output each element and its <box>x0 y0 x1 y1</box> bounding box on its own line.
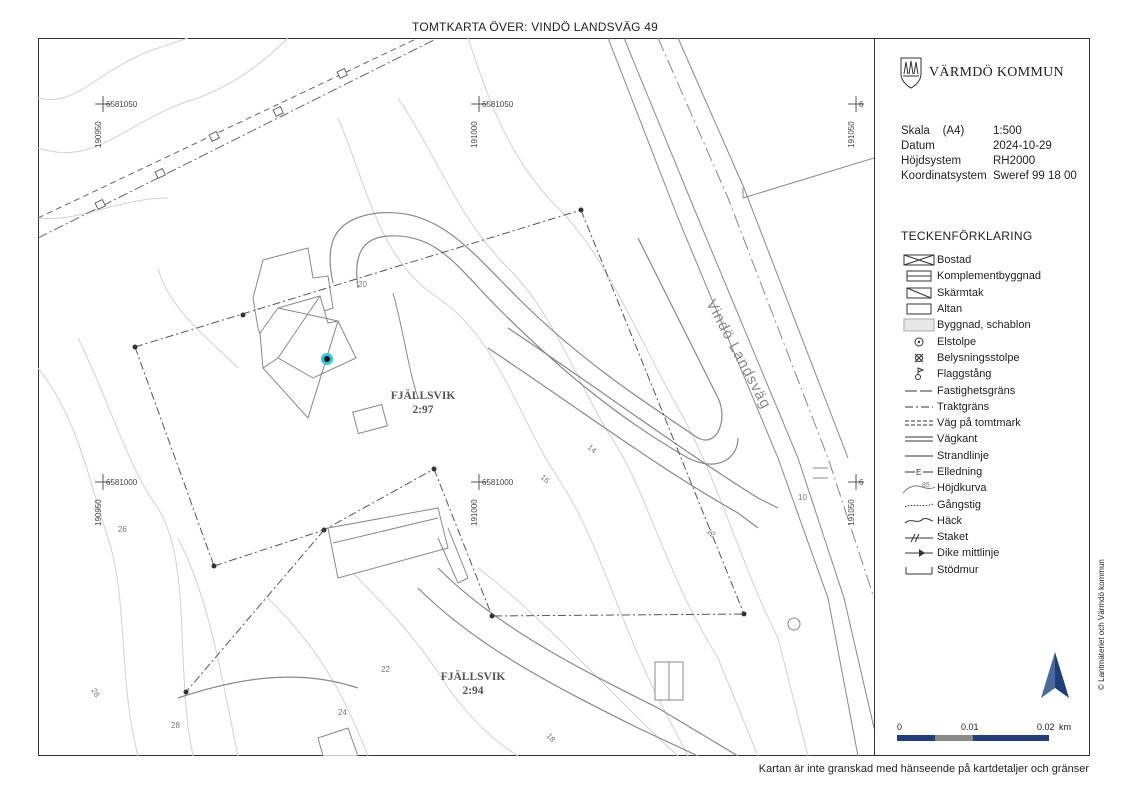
road-name: Vindö Landsväg <box>702 296 775 413</box>
north-arrow-icon <box>1037 650 1077 700</box>
scale-label: Skala (A4) <box>901 125 965 137</box>
municipality-logo <box>899 56 1064 90</box>
map-details <box>390 293 828 630</box>
legend-title: TECKENFÖRKLARING <box>901 229 1033 243</box>
svg-text:191050: 191050 <box>847 499 856 526</box>
legend-item: Strandlinje <box>901 448 1041 464</box>
boundary-points <box>133 208 747 695</box>
bostad-icon <box>903 254 935 266</box>
scale-bar <box>897 722 1097 744</box>
svg-text:85: 85 <box>922 482 930 490</box>
svg-text:24: 24 <box>338 708 347 717</box>
legend-item: Byggnad, schablon <box>901 317 1041 333</box>
selected-point[interactable] <box>321 353 333 365</box>
scale-label-2: 0.02 <box>1037 722 1055 732</box>
coat-of-arms-icon <box>899 56 923 90</box>
stodmur-line <box>903 564 935 576</box>
svg-text:190950: 190950 <box>94 499 103 526</box>
svg-text:191000: 191000 <box>470 121 479 148</box>
komplement-building <box>353 404 388 433</box>
komplement-icon <box>903 270 935 282</box>
scale-value: 1:500 <box>993 125 1022 137</box>
main-road <box>608 38 874 756</box>
svg-text:6581050: 6581050 <box>482 100 514 109</box>
coordinate-labels <box>94 100 864 526</box>
date-label: Datum <box>901 140 935 152</box>
height-system-value: RH2000 <box>993 155 1036 167</box>
svg-text:22: 22 <box>381 665 390 674</box>
svg-text:10: 10 <box>798 493 807 502</box>
municipality-name: VÄRMDÖ KOMMUN <box>929 65 1064 80</box>
svg-text:6: 6 <box>859 100 864 109</box>
map-title: TOMTKARTA ÖVER: VINDÖ LANDSVÄG 49 <box>412 20 658 34</box>
svg-text:6581000: 6581000 <box>106 478 138 487</box>
vagkant-line <box>903 433 935 445</box>
svg-text:14: 14 <box>585 442 599 456</box>
scale-label-unit: km <box>1059 722 1071 732</box>
info-panel <box>874 38 1090 756</box>
strand-line <box>903 450 935 462</box>
coord-system-label: Koordinatsystem <box>901 170 987 182</box>
elledning-line <box>903 466 935 478</box>
map-metadata <box>901 124 1077 184</box>
disclaimer-text: Kartan är inte granskad med hänseende på kartdetaljer och gränser <box>758 763 1089 775</box>
svg-text:26: 26 <box>118 525 127 534</box>
svg-text:6581050: 6581050 <box>106 100 138 109</box>
legend-item: Väg på tomtmark <box>901 415 1041 431</box>
legend-item: Traktgräns <box>901 399 1041 415</box>
svg-text:191000: 191000 <box>470 499 479 526</box>
date-value: 2024-10-29 <box>993 140 1052 152</box>
hack-line <box>903 515 935 527</box>
gangstig-line <box>903 499 935 511</box>
map-canvas[interactable] <box>38 38 874 756</box>
svg-text:28: 28 <box>171 721 180 730</box>
garage-building <box>328 508 448 578</box>
coordinate-grid-marks <box>95 96 864 490</box>
svg-text:20: 20 <box>358 280 367 289</box>
svg-text:6: 6 <box>859 478 864 487</box>
legend-item: Komplementbyggnad <box>901 268 1041 284</box>
scale-label-0: 0 <box>897 722 903 732</box>
legend-item: Vägkant <box>901 431 1041 447</box>
copyright-text: © Lantmäteriet och Värmdö kommun <box>1097 559 1106 690</box>
legend-item: Flaggstång <box>901 366 1041 382</box>
legend-item: Belysningsstolpe <box>901 350 1041 366</box>
legend-item: Gångstig <box>901 496 1041 512</box>
coord-system-value: Sweref 99 18 00 <box>993 170 1077 182</box>
legend-item: Altan <box>901 301 1041 317</box>
legend-item: Dike mittlinje <box>901 545 1041 561</box>
svg-text:6581000: 6581000 <box>482 478 514 487</box>
staket-line <box>903 531 935 543</box>
fastighet-line <box>903 385 935 397</box>
height-system-label: Höjdsystem <box>901 155 962 167</box>
legend-item: Bostad <box>901 252 1041 268</box>
bostad-building <box>260 296 356 378</box>
legend-item: 85 Höjdkurva <box>901 480 1041 496</box>
skarmtak-icon <box>903 287 935 299</box>
belysning-icon <box>903 352 935 364</box>
legend-item: E Elledning <box>901 464 1041 480</box>
dike-line <box>903 547 935 559</box>
scale-label-1: 0.01 <box>961 722 979 732</box>
parcel-number-2: 2:94 <box>462 685 484 697</box>
svg-text:190950: 190950 <box>94 121 103 148</box>
svg-text:191050: 191050 <box>847 121 856 148</box>
trakt-line <box>903 401 935 413</box>
vag-line <box>903 417 935 429</box>
schablon-icon <box>903 318 935 332</box>
legend <box>901 252 1041 578</box>
flagg-icon <box>903 367 935 381</box>
legend-item: Häck <box>901 513 1041 529</box>
legend-item: Stödmur <box>901 562 1041 578</box>
svg-text:12: 12 <box>704 526 718 540</box>
property-boundaries <box>135 210 744 692</box>
legend-item: Staket <box>901 529 1041 545</box>
legend-item: Elstolpe <box>901 333 1041 349</box>
svg-text:28: 28 <box>89 686 102 699</box>
svg-text:18: 18 <box>544 731 558 745</box>
svg-text:16: 16 <box>538 472 552 486</box>
elstolpe-icon <box>903 336 935 348</box>
legend-item: Skärmtak <box>901 285 1041 301</box>
hojdkurva-line <box>902 481 936 495</box>
parcel-number-1: 2:97 <box>412 404 434 416</box>
scale-bar-graphic <box>897 734 1057 742</box>
parcel-name-2: FJÄLLSVIK <box>440 671 506 683</box>
legend-item: Fastighetsgräns <box>901 382 1041 398</box>
svg-text:E: E <box>916 468 922 477</box>
altan-icon <box>903 303 935 315</box>
parcel-name-1: FJÄLLSVIK <box>390 390 456 402</box>
